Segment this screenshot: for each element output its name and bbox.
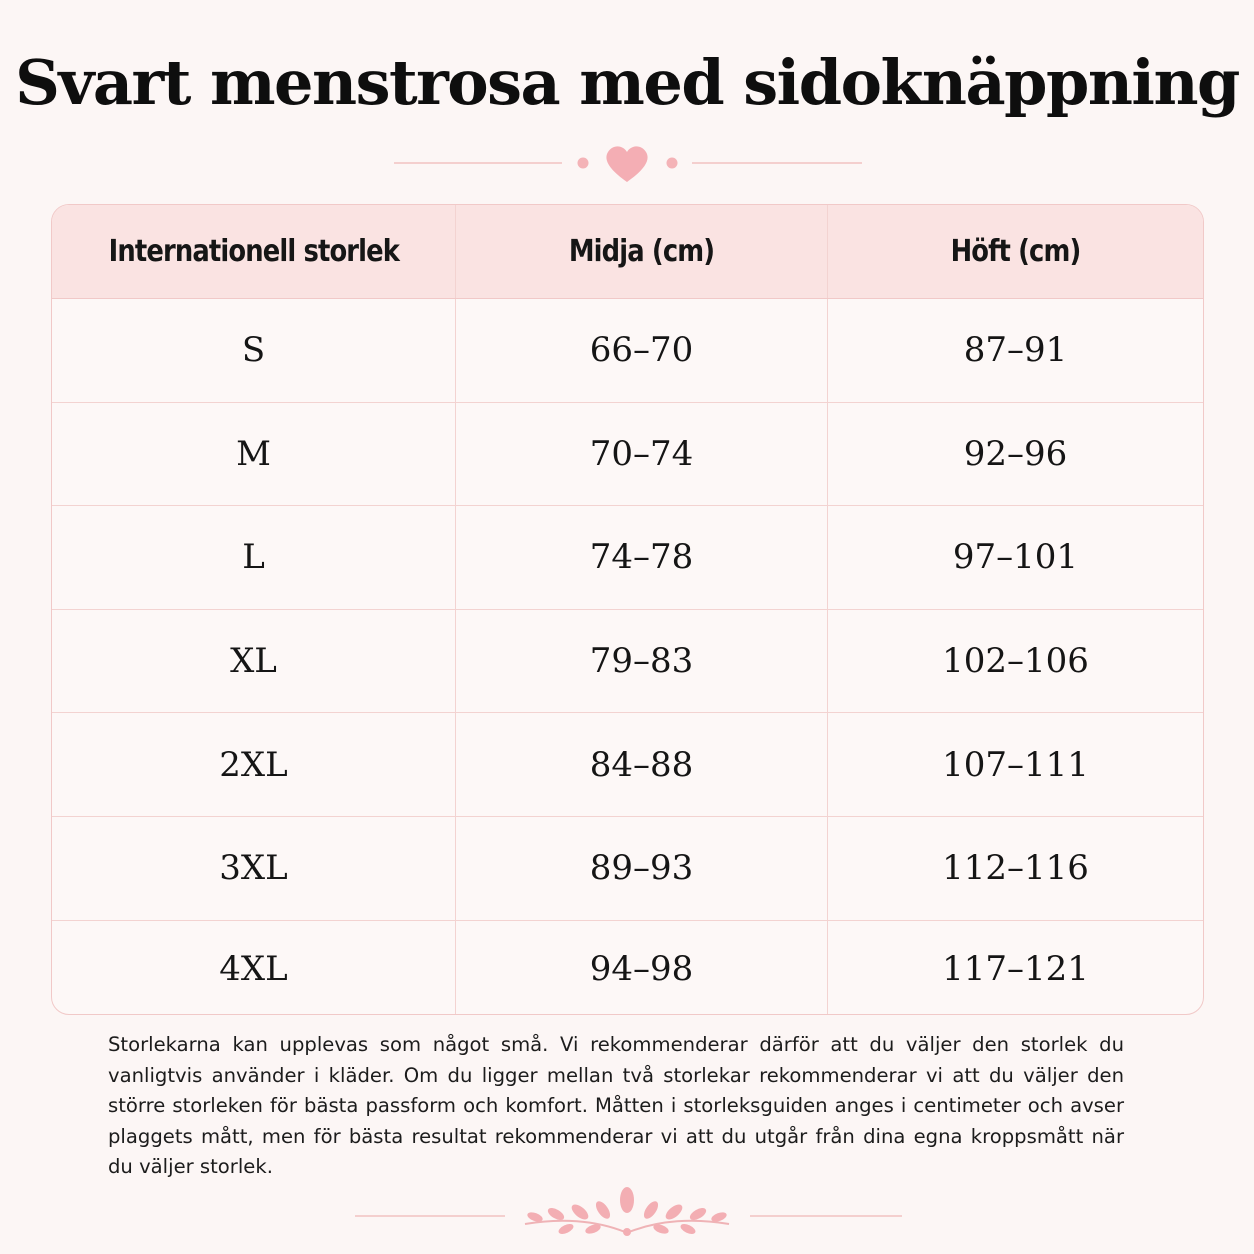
size-note: Storlekarna kan upplevas som något små. Vi rekommenderar därför att du väljer den storlek du vanligtvis använder i kläder. Om du ligger mellan två storlekar rekommenderar vi att du väljer den större storleken för bästa passform och komfort. Måtten i storleksguiden anges i centimeter och avser plaggets mått, men för bästa resultat rekommenderar vi att du utgår från dina egna kroppsmått när du väljer storlek.: [108, 1033, 1124, 1179]
table-row: [52, 610, 1203, 714]
size-cell: 3XL: [52, 817, 456, 920]
waist-cell: 79–83: [456, 610, 828, 713]
branch-left: [525, 1221, 625, 1232]
hip-cell: 102–106: [942, 641, 1089, 682]
heart-icon: [606, 146, 647, 182]
divider-dot-right: [667, 158, 678, 169]
waist-cell: 84–88: [456, 713, 828, 816]
heart-divider: [0, 140, 1254, 186]
waist-cell: 70–74: [456, 403, 828, 506]
branch-right: [629, 1221, 729, 1232]
center-bud: [623, 1228, 631, 1236]
waist-cell: 74–78: [456, 506, 828, 609]
hip-cell: 97–101: [952, 537, 1079, 578]
table-row: [52, 817, 1203, 921]
table-row: [52, 506, 1203, 610]
floral-branch-icon: [0, 1180, 1254, 1240]
hip-cell: 117–121: [942, 948, 1089, 989]
size-cell: M: [52, 403, 456, 506]
hip-cell: 112–116: [942, 848, 1089, 889]
size-cell: 2XL: [52, 713, 456, 816]
table-row: [52, 299, 1203, 403]
header-waist: Midja (cm): [568, 234, 715, 269]
size-cell: L: [52, 506, 456, 609]
waist-cell: 66–70: [456, 299, 828, 402]
hip-cell: 107–111: [942, 744, 1089, 785]
size-table: [51, 204, 1204, 1015]
table-row: [52, 713, 1203, 817]
size-cell: S: [52, 299, 456, 402]
hip-cell: 87–91: [963, 330, 1068, 371]
table-header-row: [52, 205, 1203, 299]
page-title: Svart menstrosa med sidoknäppning: [15, 46, 1239, 119]
header-hip: Höft (cm): [950, 234, 1081, 269]
size-cell: 4XL: [52, 921, 456, 1015]
waist-cell: 94–98: [456, 921, 828, 1015]
size-cell: XL: [52, 610, 456, 713]
table-row: [52, 921, 1203, 1015]
table-row: [52, 403, 1203, 507]
waist-cell: 89–93: [456, 817, 828, 920]
divider-dot-left: [578, 158, 589, 169]
header-size: Internationell storlek: [108, 234, 399, 269]
hip-cell: 92–96: [963, 433, 1068, 474]
